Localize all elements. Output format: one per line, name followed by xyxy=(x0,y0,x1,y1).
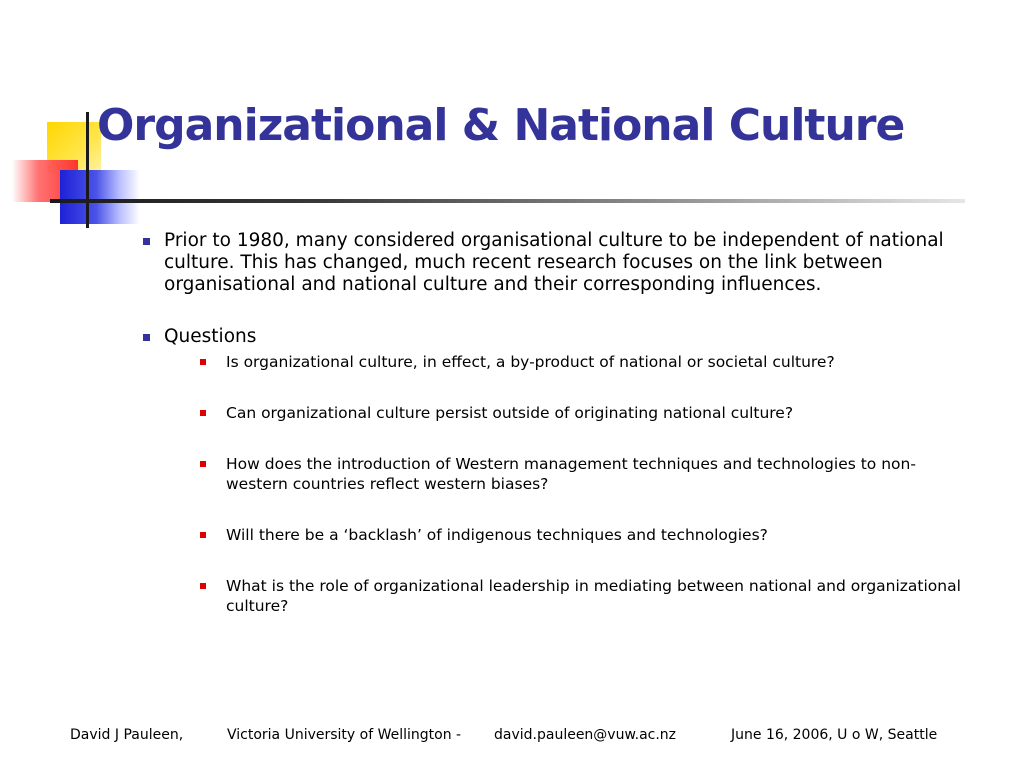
footer-author: David J Pauleen, xyxy=(70,727,184,743)
blue-square-decoration xyxy=(60,170,140,224)
red-square-bullet-icon xyxy=(200,359,206,365)
sub-bullet-item xyxy=(200,576,972,616)
red-square-bullet-icon xyxy=(200,461,206,467)
questions-sublist xyxy=(142,352,972,616)
bullet-item-questions xyxy=(142,326,972,348)
sub-bullet-item xyxy=(200,525,972,545)
bullet-text: Prior to 1980, many considered organisational culture to be independent of national culture. This has changed, much recent research focuses on the link between organisational and national culture and their corresponding influences. xyxy=(164,230,944,295)
sub-bullet-text: Is organizational culture, in effect, a by-product of national or societal culture? xyxy=(226,353,835,371)
footer-university: Victoria University of Wellington - xyxy=(227,727,462,743)
sub-bullet-item xyxy=(200,403,972,423)
bullet-item xyxy=(142,230,972,296)
sub-bullet-text: How does the introduction of Western management techniques and technologies to non-western countries reflect western biases? xyxy=(226,455,916,493)
bullet-text: Questions xyxy=(164,326,257,347)
sub-bullet-item xyxy=(200,352,972,372)
sub-bullet-text: Will there be a ‘backlash’ of indigenous techniques and technologies? xyxy=(226,526,768,544)
red-square-bullet-icon xyxy=(200,583,206,589)
sub-bullet-item xyxy=(200,454,972,494)
footer-date-location: June 16, 2006, U o W, Seattle xyxy=(731,727,938,743)
red-square-bullet-icon xyxy=(200,532,206,538)
vertical-rule-decoration xyxy=(86,112,89,228)
square-bullet-icon xyxy=(143,334,150,341)
square-bullet-icon xyxy=(143,238,150,245)
sub-bullet-text: What is the role of organizational leadership in mediating between national and organizational culture? xyxy=(226,577,961,615)
title-underline-rule xyxy=(50,199,965,203)
footer-email: david.pauleen@vuw.ac.nz xyxy=(494,727,677,743)
sub-bullet-text: Can organizational culture persist outside of originating national culture? xyxy=(226,404,794,422)
slide-title: Organizational & National Culture xyxy=(97,100,905,151)
red-square-bullet-icon xyxy=(200,410,206,416)
slide-body xyxy=(142,230,972,647)
